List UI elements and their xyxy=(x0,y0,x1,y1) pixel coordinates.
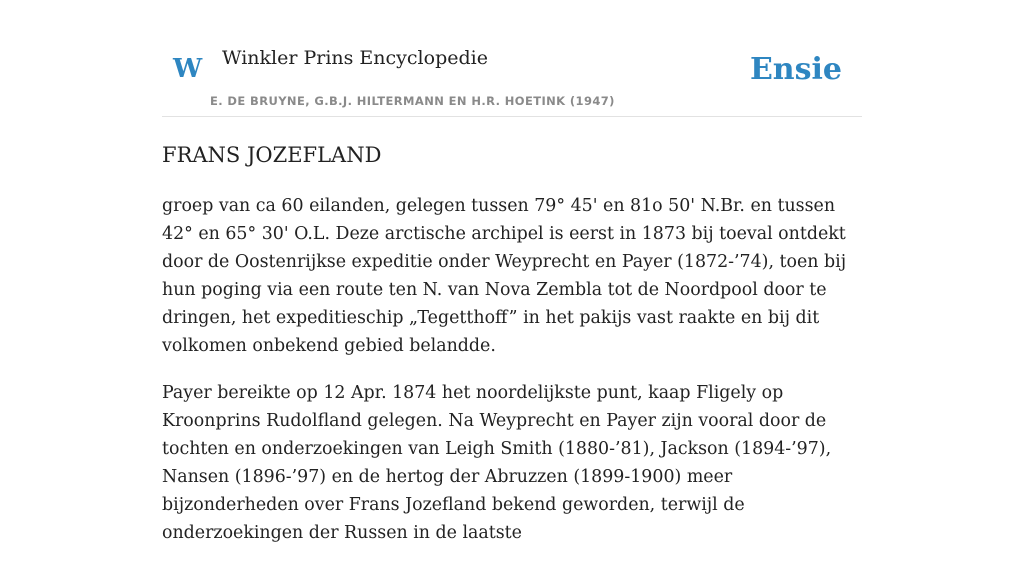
book-authors: E. DE BRUYNE, G.B.J. HILTERMANN EN H.R. HOETINK (1947) xyxy=(210,94,615,108)
page-container xyxy=(162,0,862,543)
article-paragraph: groep van ca 60 eilanden, gelegen tussen 79° 45' en 81o 50' N.Br. en tussen 42° en 65° 30' O.L. Deze arctische archipel is eerst in 1873 bij toeval ontdekt door de Oostenrijkse expeditie onder Weyprecht en Payer (1872-’74), toen bij hun poging via een route ten N. van Nova Zembla tot de Noordpool door te dringen, het expeditieschip „Tegetthoff” in het pakijs vast raakte en bij dit volkomen onbekend gebied belandde. xyxy=(162,196,847,356)
article-paragraph: Payer bereikte op 12 Apr. 1874 het noordelijkste punt, kaap Fligely op Kroonprins Rudolfland gelegen. Na Weyprecht en Payer zijn vooral door de tochten en onderzoekingen van Leigh Smith (1880-’81), Jackson (1894-’97), Nansen (1896-’97) en de hertog der Abruzzen (1899-1900) meer bijzonderheden over Frans Jozefland bekend geworden, terwijl de onderzoekingen der Russen in de laatste xyxy=(162,383,832,543)
article-body xyxy=(162,192,862,566)
article-title: FRANS JOZEFLAND xyxy=(162,143,382,167)
winkler-prins-logo[interactable]: W xyxy=(173,54,203,84)
ensie-logo[interactable]: Ensie xyxy=(749,52,842,87)
site-header xyxy=(162,0,862,117)
book-title-link[interactable]: Winkler Prins Encyclopedie xyxy=(222,47,488,69)
